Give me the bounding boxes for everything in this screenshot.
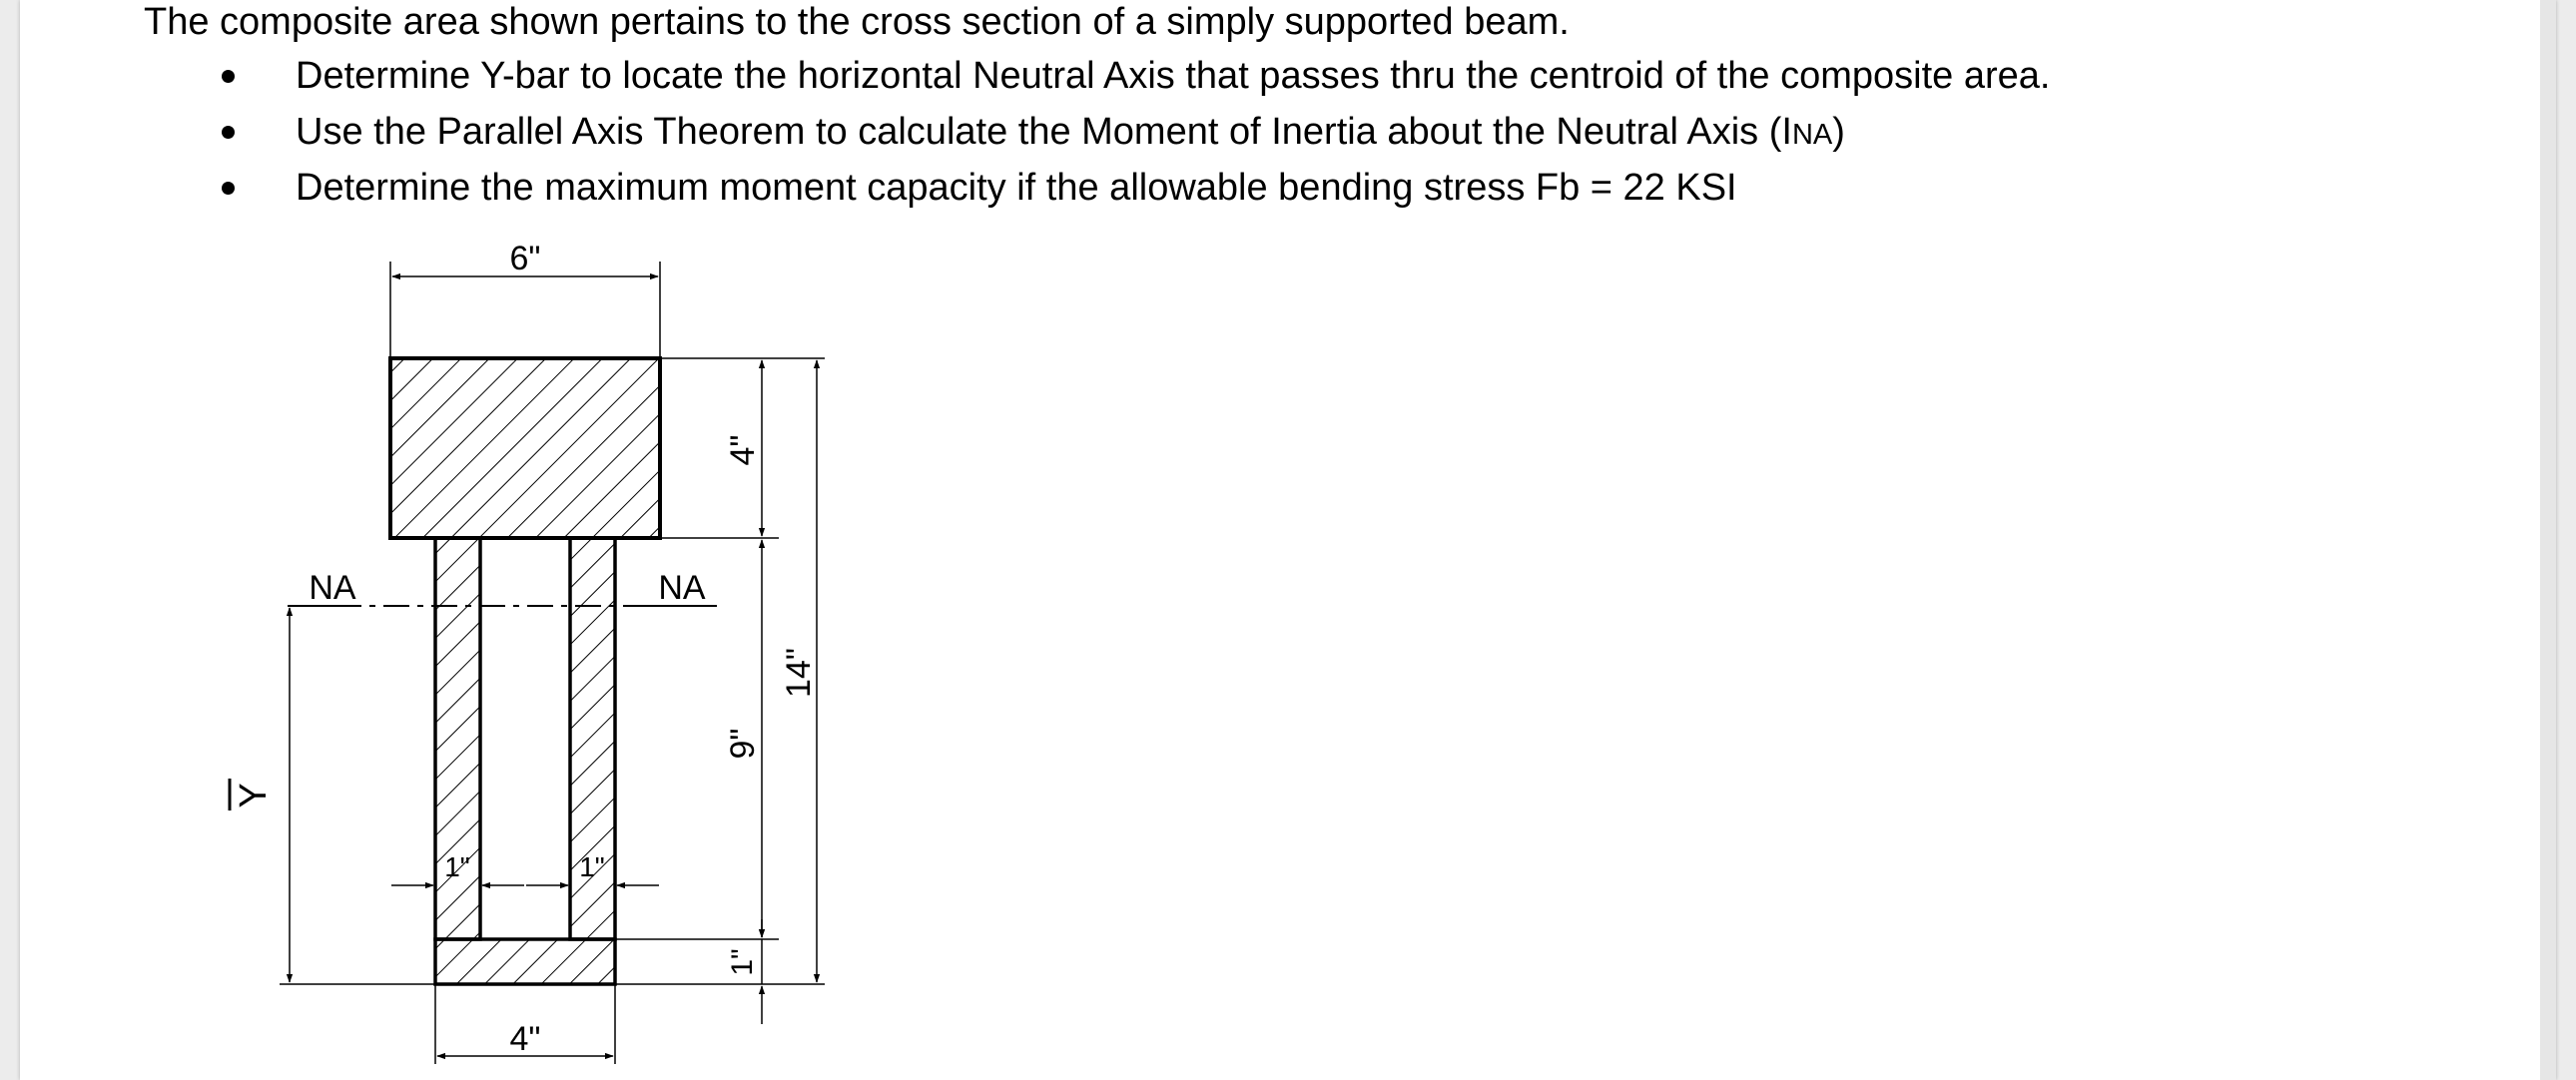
task-inertia-subscript: NA xyxy=(1791,119,1833,151)
task-inertia-before: Use the Parallel Axis Theorem to calculate the Moment of Inertia about the Neutral Axis (I xyxy=(296,111,1792,153)
top-height-label: 4" xyxy=(724,434,762,466)
intro-text: The composite area shown pertains to the cross section of a simply supported beam. xyxy=(144,1,1570,43)
right-web-thickness-label: 1" xyxy=(579,851,605,882)
bottom-height-label: 1" xyxy=(726,948,759,976)
task-moment-text: Determine the maximum moment capacity if the allowable bending stress Fb = 22 KSI xyxy=(296,167,1737,209)
task-ybar-text: Determine Y-bar to locate the horizontal Neutral Axis that passes thru the centroid of the composite area. xyxy=(296,55,2051,97)
bottom-width-label: 4" xyxy=(509,1020,541,1058)
top-width-label: 6" xyxy=(509,240,541,277)
na-label-right: NA xyxy=(658,569,706,607)
bottom-flange xyxy=(435,939,615,984)
left-web-thickness-label: 1" xyxy=(444,851,470,882)
top-flange xyxy=(390,358,660,538)
web-height-label: 9" xyxy=(724,728,762,760)
task-inertia-after: ) xyxy=(1832,111,1845,153)
ybar-label: Y xyxy=(233,783,275,809)
total-height-label: 14" xyxy=(780,648,818,698)
na-label-left: NA xyxy=(309,569,356,607)
